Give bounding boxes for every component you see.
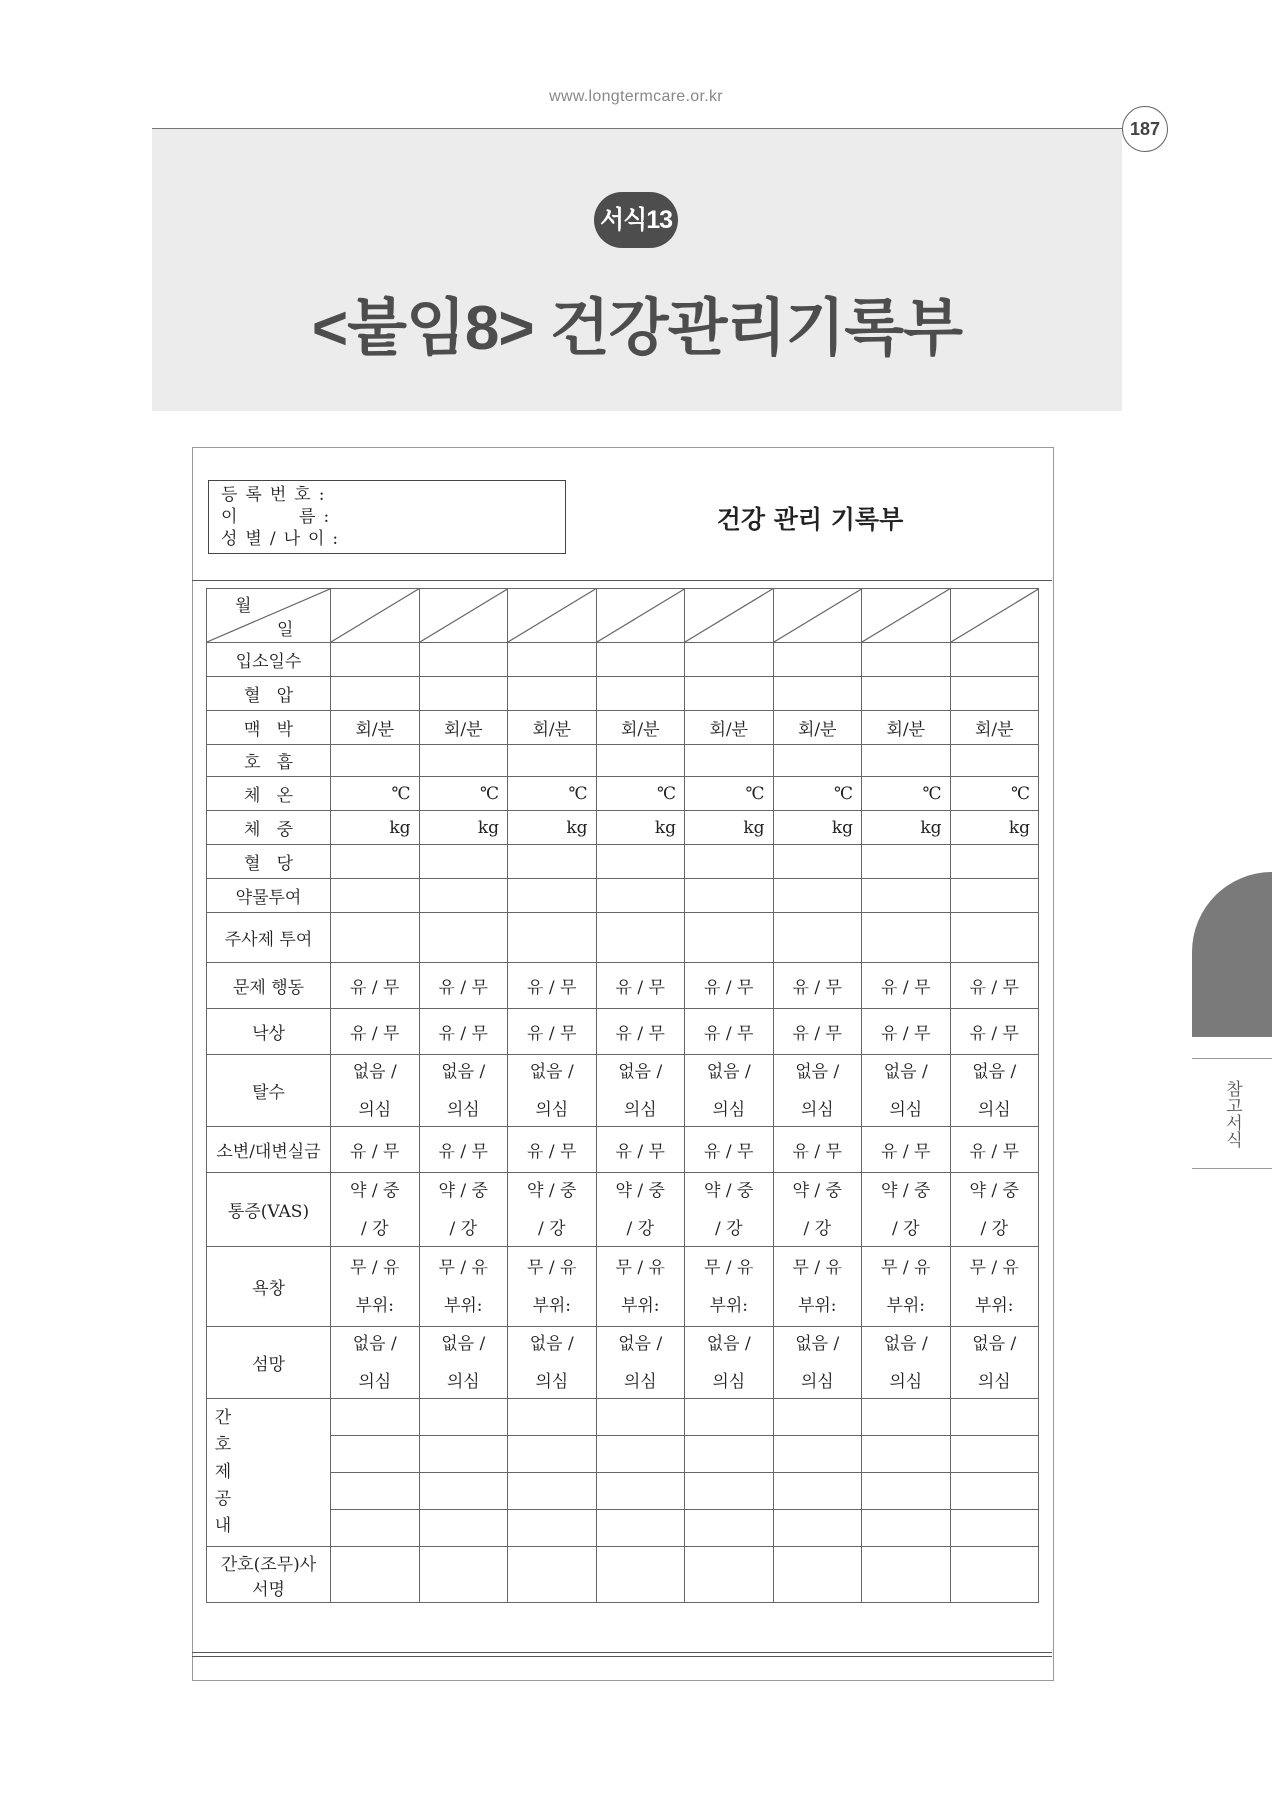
- assessment-option-cell[interactable]: [508, 1327, 597, 1399]
- assessment-option-cell[interactable]: [419, 1173, 508, 1247]
- assessment-label: 탈수: [207, 1055, 331, 1127]
- vital-input-cell[interactable]: kg: [419, 811, 508, 845]
- vital-input-cell[interactable]: kg: [950, 811, 1039, 845]
- option-bottom: 의심: [889, 1371, 923, 1392]
- row-label: 주사제 투여: [207, 913, 331, 963]
- vital-input-cell[interactable]: [862, 677, 951, 711]
- vital-input-cell[interactable]: [419, 745, 508, 777]
- assessment-option-cell[interactable]: 유 / 무: [950, 1009, 1039, 1055]
- option-bottom: / 강: [537, 1218, 566, 1239]
- option-top: 무 / 유: [969, 1257, 1019, 1278]
- vital-input-cell[interactable]: [773, 879, 862, 913]
- vital-input-cell[interactable]: [685, 845, 774, 879]
- vital-input-cell[interactable]: [773, 643, 862, 677]
- vital-input-cell[interactable]: [773, 913, 862, 963]
- option-top: 약 / 중: [881, 1180, 931, 1201]
- option-top: 없음 /: [795, 1333, 840, 1354]
- nursing-input-cell[interactable]: [596, 1473, 685, 1510]
- nursing-input-cell[interactable]: [685, 1510, 774, 1547]
- option-top: 없음 /: [529, 1061, 574, 1082]
- option-bottom: 의심: [623, 1099, 657, 1120]
- nursing-input-cell[interactable]: [862, 1399, 951, 1436]
- assessment-option-cell[interactable]: 유 / 무: [596, 1127, 685, 1173]
- vital-input-cell[interactable]: [685, 745, 774, 777]
- vital-input-cell[interactable]: 회/분: [950, 711, 1039, 745]
- option-bottom: / 강: [360, 1218, 389, 1239]
- assessment-option-cell[interactable]: [331, 1247, 420, 1327]
- vital-input-cell[interactable]: ℃: [419, 777, 508, 811]
- month-label: 월: [235, 596, 252, 616]
- option-top: 없음 /: [795, 1061, 840, 1082]
- row-label: 체 온: [207, 777, 331, 811]
- signature-input-cell[interactable]: [685, 1547, 774, 1603]
- option-top: 없음 /: [883, 1333, 928, 1354]
- option-top: 없음 /: [441, 1333, 486, 1354]
- row-label: 약물투여: [207, 879, 331, 913]
- nursing-input-cell[interactable]: [419, 1436, 508, 1473]
- vital-input-cell[interactable]: ℃: [685, 777, 774, 811]
- vital-input-cell[interactable]: [862, 845, 951, 879]
- nursing-label-char: 제: [214, 1462, 232, 1482]
- assessment-option-cell[interactable]: 유 / 무: [862, 963, 951, 1009]
- assessment-option-cell[interactable]: 유 / 무: [419, 1127, 508, 1173]
- registration-number-field[interactable]: 등록번호:: [221, 485, 333, 505]
- vital-input-cell[interactable]: 회/분: [773, 711, 862, 745]
- vital-input-cell[interactable]: [331, 913, 420, 963]
- vital-input-cell[interactable]: [685, 879, 774, 913]
- vital-input-cell[interactable]: [685, 677, 774, 711]
- assessment-option-cell[interactable]: [950, 1327, 1039, 1399]
- signature-input-cell[interactable]: [950, 1547, 1039, 1603]
- assessment-option-cell[interactable]: [419, 1247, 508, 1327]
- form-badge: 서식13: [594, 192, 678, 248]
- assessment-option-cell[interactable]: 유 / 무: [950, 963, 1039, 1009]
- vital-input-cell[interactable]: [508, 845, 597, 879]
- assessment-option-cell[interactable]: 유 / 무: [508, 1127, 597, 1173]
- vital-input-cell[interactable]: 회/분: [331, 711, 420, 745]
- option-top: 없음 /: [883, 1061, 928, 1082]
- option-bottom: 부위:: [797, 1295, 837, 1316]
- option-top: 없음 /: [972, 1061, 1017, 1082]
- vital-input-cell[interactable]: kg: [773, 811, 862, 845]
- nursing-input-cell[interactable]: [773, 1436, 862, 1473]
- option-top: 무 / 유: [881, 1257, 931, 1278]
- assessment-option-cell[interactable]: [685, 1327, 774, 1399]
- vital-input-cell[interactable]: [950, 745, 1039, 777]
- assessment-option-cell[interactable]: 유 / 무: [596, 1009, 685, 1055]
- side-tab-label: 참고서식: [1223, 1080, 1242, 1148]
- option-bottom: / 강: [803, 1218, 832, 1239]
- assessment-label: 욕창: [207, 1247, 331, 1327]
- day-label: 일: [277, 620, 294, 640]
- vital-input-cell[interactable]: ℃: [950, 777, 1039, 811]
- vital-input-cell[interactable]: [331, 845, 420, 879]
- vital-input-cell[interactable]: [419, 677, 508, 711]
- nursing-input-cell[interactable]: [685, 1473, 774, 1510]
- option-bottom: 의심: [712, 1371, 746, 1392]
- vital-input-cell[interactable]: [508, 879, 597, 913]
- assessment-label: 섬망: [207, 1327, 331, 1399]
- option-bottom: / 강: [714, 1218, 743, 1239]
- assessment-option-cell[interactable]: 유 / 무: [862, 1009, 951, 1055]
- option-bottom: / 강: [626, 1218, 655, 1239]
- option-top: 없음 /: [618, 1061, 663, 1082]
- vital-input-cell[interactable]: [685, 643, 774, 677]
- vital-input-cell[interactable]: [773, 845, 862, 879]
- vital-input-cell[interactable]: [596, 913, 685, 963]
- option-bottom: 의심: [712, 1099, 746, 1120]
- vital-input-cell[interactable]: [596, 879, 685, 913]
- date-input-cell[interactable]: [685, 589, 774, 643]
- assessment-option-cell[interactable]: 유 / 무: [331, 963, 420, 1009]
- option-bottom: 부위:: [974, 1295, 1014, 1316]
- vital-input-cell[interactable]: [508, 643, 597, 677]
- assessment-option-cell[interactable]: 유 / 무: [773, 1009, 862, 1055]
- option-top: 무 / 유: [527, 1257, 577, 1278]
- vital-input-cell[interactable]: ℃: [773, 777, 862, 811]
- option-top: 무 / 유: [438, 1257, 488, 1278]
- vital-input-cell[interactable]: kg: [508, 811, 597, 845]
- assessment-option-cell[interactable]: [862, 1247, 951, 1327]
- page-title: <붙임8> 건강관리기록부: [311, 294, 963, 363]
- row-label: 체 중: [207, 811, 331, 845]
- signature-input-cell[interactable]: [596, 1547, 685, 1603]
- assessment-option-cell[interactable]: [508, 1055, 597, 1127]
- assessment-option-cell[interactable]: 유 / 무: [685, 963, 774, 1009]
- option-bottom: 의심: [446, 1099, 480, 1120]
- nursing-input-cell[interactable]: [331, 1510, 420, 1547]
- row-label: 혈 압: [207, 677, 331, 711]
- nursing-input-cell[interactable]: [950, 1399, 1039, 1436]
- row-label: 호 흡: [207, 745, 331, 777]
- vital-input-cell[interactable]: [331, 643, 420, 677]
- assessment-option-cell[interactable]: [685, 1247, 774, 1327]
- nursing-label-char: 내: [214, 1516, 232, 1536]
- vital-input-cell[interactable]: [419, 879, 508, 913]
- vital-input-cell[interactable]: [862, 913, 951, 963]
- vital-input-cell[interactable]: [773, 677, 862, 711]
- assessment-option-cell[interactable]: 유 / 무: [862, 1127, 951, 1173]
- vital-input-cell[interactable]: [862, 879, 951, 913]
- nursing-input-cell[interactable]: [773, 1399, 862, 1436]
- vital-input-cell[interactable]: kg: [331, 811, 420, 845]
- nursing-input-cell[interactable]: [950, 1436, 1039, 1473]
- assessment-option-cell[interactable]: 유 / 무: [508, 1009, 597, 1055]
- option-bottom: 의심: [889, 1099, 923, 1120]
- option-bottom: 부위:: [620, 1295, 660, 1316]
- assessment-option-cell[interactable]: 유 / 무: [331, 1127, 420, 1173]
- nursing-label-char: 호: [214, 1435, 232, 1455]
- side-tab: [1192, 872, 1272, 1037]
- vital-input-cell[interactable]: kg: [685, 811, 774, 845]
- vital-input-cell[interactable]: [331, 879, 420, 913]
- option-top: 없음 /: [352, 1061, 397, 1082]
- vital-input-cell[interactable]: [773, 745, 862, 777]
- name-field[interactable]: 이 름:: [221, 507, 338, 527]
- signature-input-cell[interactable]: [331, 1547, 420, 1603]
- vital-input-cell[interactable]: [596, 677, 685, 711]
- assessment-option-cell[interactable]: 유 / 무: [419, 963, 508, 1009]
- document-title: 건강 관리 기록부: [716, 505, 904, 534]
- option-bottom: 의심: [977, 1099, 1011, 1120]
- assessment-option-cell[interactable]: [862, 1173, 951, 1247]
- assessment-option-cell[interactable]: [950, 1173, 1039, 1247]
- assessment-option-cell[interactable]: [862, 1055, 951, 1127]
- vital-input-cell[interactable]: [596, 643, 685, 677]
- assessment-option-cell[interactable]: [508, 1247, 597, 1327]
- signature-input-cell[interactable]: [419, 1547, 508, 1603]
- vital-input-cell[interactable]: ℃: [596, 777, 685, 811]
- assessment-option-cell[interactable]: [862, 1327, 951, 1399]
- option-bottom: 의심: [358, 1371, 392, 1392]
- vital-input-cell[interactable]: [419, 845, 508, 879]
- vital-input-cell[interactable]: [331, 677, 420, 711]
- option-bottom: 의심: [446, 1371, 480, 1392]
- vital-input-cell[interactable]: ℃: [331, 777, 420, 811]
- vital-input-cell[interactable]: [950, 677, 1039, 711]
- option-top: 없음 /: [706, 1061, 751, 1082]
- assessment-option-cell[interactable]: 유 / 무: [419, 1009, 508, 1055]
- assessment-option-cell[interactable]: [685, 1055, 774, 1127]
- assessment-option-cell[interactable]: [596, 1327, 685, 1399]
- option-top: 약 / 중: [792, 1180, 842, 1201]
- nursing-input-cell[interactable]: [508, 1473, 597, 1510]
- option-top: 없음 /: [529, 1333, 574, 1354]
- option-bottom: / 강: [891, 1218, 920, 1239]
- row-label: 맥 박: [207, 711, 331, 745]
- date-input-cell[interactable]: [596, 589, 685, 643]
- assessment-option-cell[interactable]: [950, 1247, 1039, 1327]
- vital-input-cell[interactable]: kg: [596, 811, 685, 845]
- vital-input-cell[interactable]: [950, 845, 1039, 879]
- option-top: 약 / 중: [527, 1180, 577, 1201]
- option-top: 약 / 중: [350, 1180, 400, 1201]
- option-bottom: / 강: [449, 1218, 478, 1239]
- option-bottom: 의심: [535, 1371, 569, 1392]
- nursing-label: [207, 1399, 331, 1547]
- blank-row: [207, 1603, 1039, 1643]
- assessment-label: 소변/대변실금: [207, 1127, 331, 1173]
- date-input-cell[interactable]: [862, 589, 951, 643]
- option-top: 약 / 중: [704, 1180, 754, 1201]
- patient-info-box: [208, 480, 566, 554]
- assessment-option-cell[interactable]: 유 / 무: [773, 1127, 862, 1173]
- vital-input-cell[interactable]: kg: [862, 811, 951, 845]
- site-url: www.longtermcare.or.kr: [549, 88, 723, 105]
- nursing-input-cell[interactable]: [508, 1436, 597, 1473]
- assessment-option-cell[interactable]: [685, 1173, 774, 1247]
- nursing-input-cell[interactable]: [862, 1510, 951, 1547]
- vital-input-cell[interactable]: [950, 879, 1039, 913]
- assessment-option-cell[interactable]: [596, 1055, 685, 1127]
- option-bottom: 부위:: [709, 1295, 749, 1316]
- assessment-option-cell[interactable]: [331, 1055, 420, 1127]
- option-top: 없음 /: [972, 1333, 1017, 1354]
- vital-input-cell[interactable]: [950, 643, 1039, 677]
- option-bottom: 의심: [358, 1099, 392, 1120]
- nursing-input-cell[interactable]: [596, 1436, 685, 1473]
- assessment-option-cell[interactable]: [773, 1327, 862, 1399]
- side-rule-bottom: [1192, 1168, 1272, 1169]
- nursing-input-cell[interactable]: [419, 1473, 508, 1510]
- assessment-option-cell[interactable]: [419, 1055, 508, 1127]
- vital-input-cell[interactable]: 회/분: [685, 711, 774, 745]
- date-input-cell[interactable]: [773, 589, 862, 643]
- signature-label: 간호(조무)사 서명: [207, 1547, 331, 1603]
- option-top: 무 / 유: [350, 1257, 400, 1278]
- vital-input-cell[interactable]: [862, 745, 951, 777]
- assessment-option-cell[interactable]: [596, 1247, 685, 1327]
- vital-input-cell[interactable]: 회/분: [596, 711, 685, 745]
- assessment-option-cell[interactable]: 유 / 무: [685, 1127, 774, 1173]
- date-header-cell: [207, 589, 331, 643]
- health-record-table: [206, 588, 1039, 1643]
- vital-input-cell[interactable]: [419, 643, 508, 677]
- assessment-option-cell[interactable]: [331, 1327, 420, 1399]
- nursing-input-cell[interactable]: [862, 1473, 951, 1510]
- vital-input-cell[interactable]: [331, 745, 420, 777]
- option-top: 약 / 중: [969, 1180, 1019, 1201]
- nursing-input-cell[interactable]: [331, 1436, 420, 1473]
- assessment-label: 문제 행동: [207, 963, 331, 1009]
- option-bottom: 부위:: [355, 1295, 395, 1316]
- assessment-option-cell[interactable]: 유 / 무: [773, 963, 862, 1009]
- option-top: 없음 /: [618, 1333, 663, 1354]
- form-header-divider: [192, 580, 1052, 581]
- option-bottom: 의심: [623, 1371, 657, 1392]
- vital-input-cell[interactable]: ℃: [862, 777, 951, 811]
- nursing-input-cell[interactable]: [596, 1399, 685, 1436]
- signature-input-cell[interactable]: [862, 1547, 951, 1603]
- nursing-input-cell[interactable]: [773, 1473, 862, 1510]
- assessment-label: 낙상: [207, 1009, 331, 1055]
- row-label: 혈 당: [207, 845, 331, 879]
- date-input-cell[interactable]: [950, 589, 1039, 643]
- row-label: 입소일수: [207, 643, 331, 677]
- vital-input-cell[interactable]: 회/분: [508, 711, 597, 745]
- nursing-input-cell[interactable]: [419, 1510, 508, 1547]
- title-banner: [152, 129, 1122, 411]
- assessment-option-cell[interactable]: [331, 1173, 420, 1247]
- option-top: 없음 /: [441, 1061, 486, 1082]
- vital-input-cell[interactable]: [685, 913, 774, 963]
- option-top: 없음 /: [706, 1333, 751, 1354]
- nursing-label-char: 공: [214, 1489, 232, 1509]
- assessment-option-cell[interactable]: 유 / 무: [596, 963, 685, 1009]
- option-top: 무 / 유: [615, 1257, 665, 1278]
- date-input-cell[interactable]: [419, 589, 508, 643]
- signature-input-cell[interactable]: [773, 1547, 862, 1603]
- assessment-label: 통증(VAS): [207, 1173, 331, 1247]
- assessment-option-cell[interactable]: 유 / 무: [685, 1009, 774, 1055]
- vital-input-cell[interactable]: [508, 913, 597, 963]
- assessment-option-cell[interactable]: 유 / 무: [950, 1127, 1039, 1173]
- option-bottom: 부위:: [886, 1295, 926, 1316]
- assessment-option-cell[interactable]: [773, 1247, 862, 1327]
- option-bottom: / 강: [980, 1218, 1009, 1239]
- gender-age-field[interactable]: 성별/나이:: [221, 529, 347, 549]
- nursing-input-cell[interactable]: [596, 1510, 685, 1547]
- nursing-input-cell[interactable]: [419, 1399, 508, 1436]
- form-footer-divider-1: [192, 1652, 1052, 1653]
- date-input-cell[interactable]: [508, 589, 597, 643]
- option-top: 무 / 유: [792, 1257, 842, 1278]
- vital-input-cell[interactable]: [862, 643, 951, 677]
- assessment-option-cell[interactable]: 유 / 무: [331, 1009, 420, 1055]
- option-bottom: 부위:: [532, 1295, 572, 1316]
- option-top: 없음 /: [352, 1333, 397, 1354]
- option-top: 약 / 중: [615, 1180, 665, 1201]
- signature-input-cell[interactable]: [508, 1547, 597, 1603]
- assessment-option-cell[interactable]: [773, 1055, 862, 1127]
- nursing-input-cell[interactable]: [950, 1510, 1039, 1547]
- vital-input-cell[interactable]: [419, 913, 508, 963]
- option-bottom: 의심: [800, 1371, 834, 1392]
- assessment-option-cell[interactable]: [419, 1327, 508, 1399]
- nursing-input-cell[interactable]: [508, 1399, 597, 1436]
- vital-input-cell[interactable]: ℃: [508, 777, 597, 811]
- option-top: 무 / 유: [704, 1257, 754, 1278]
- vital-input-cell[interactable]: 회/분: [862, 711, 951, 745]
- vital-input-cell[interactable]: 회/분: [419, 711, 508, 745]
- nursing-input-cell[interactable]: [773, 1510, 862, 1547]
- vital-input-cell[interactable]: [508, 677, 597, 711]
- nursing-input-cell[interactable]: [685, 1399, 774, 1436]
- assessment-option-cell[interactable]: [596, 1173, 685, 1247]
- option-bottom: 의심: [977, 1371, 1011, 1392]
- vital-input-cell[interactable]: [950, 913, 1039, 963]
- option-bottom: 의심: [800, 1099, 834, 1120]
- assessment-option-cell[interactable]: 유 / 무: [508, 963, 597, 1009]
- vital-input-cell[interactable]: [508, 745, 597, 777]
- vital-input-cell[interactable]: [596, 745, 685, 777]
- nursing-input-cell[interactable]: [331, 1473, 420, 1510]
- nursing-label-char: 간: [214, 1408, 232, 1428]
- nursing-input-cell[interactable]: [508, 1510, 597, 1547]
- nursing-input-cell[interactable]: [950, 1473, 1039, 1510]
- page-number: 187: [1122, 106, 1168, 152]
- nursing-input-cell[interactable]: [685, 1436, 774, 1473]
- vital-input-cell[interactable]: [596, 845, 685, 879]
- nursing-input-cell[interactable]: [331, 1399, 420, 1436]
- assessment-option-cell[interactable]: [508, 1173, 597, 1247]
- option-bottom: 부위:: [443, 1295, 483, 1316]
- form-footer-divider-2: [192, 1656, 1052, 1657]
- assessment-option-cell[interactable]: [773, 1173, 862, 1247]
- nursing-input-cell[interactable]: [862, 1436, 951, 1473]
- assessment-option-cell[interactable]: [950, 1055, 1039, 1127]
- date-input-cell[interactable]: [331, 589, 420, 643]
- option-top: 약 / 중: [438, 1180, 488, 1201]
- option-bottom: 의심: [535, 1099, 569, 1120]
- side-rule-top: [1192, 1058, 1272, 1059]
